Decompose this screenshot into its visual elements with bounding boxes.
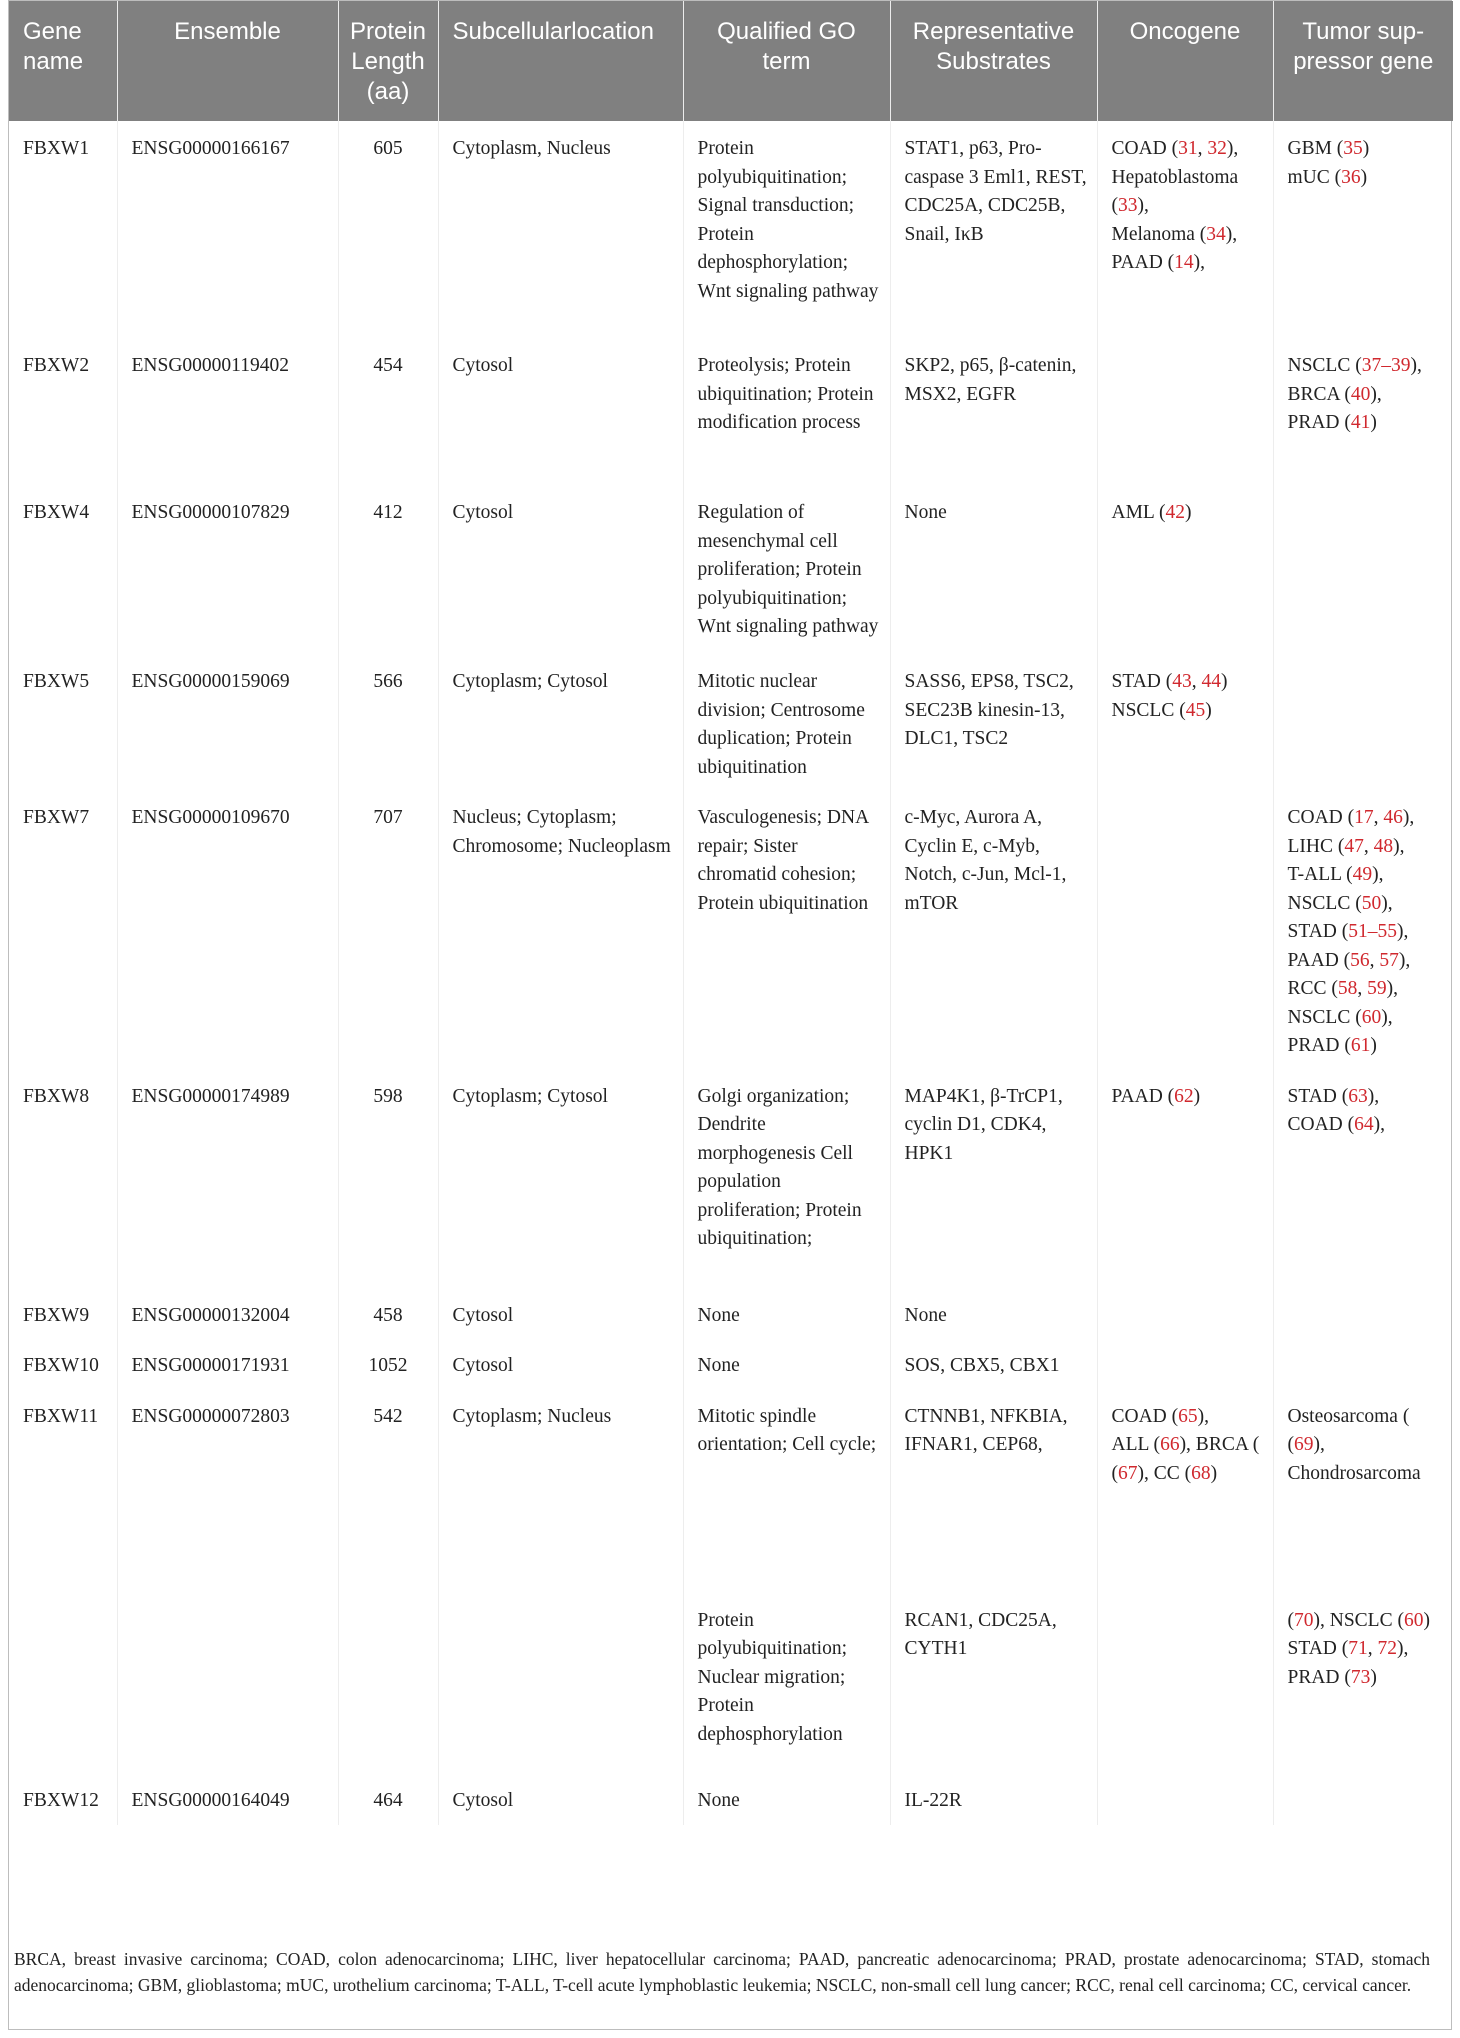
ref-link[interactable]: 17 xyxy=(1354,807,1374,828)
table-row xyxy=(9,1391,1453,1607)
cell-oncogene xyxy=(1097,1775,1273,1826)
cell-ensemble: ENSG00000107829 xyxy=(117,487,338,656)
cell-oncogene xyxy=(1097,1340,1273,1391)
cell-substrates: MAP4K1, β-TrCP1, cyclin D1, CDK4, HPK1 xyxy=(890,1071,1097,1290)
cell-go: Protein polyubiquitination; Signal transduction; Protein dephosphorylation; Wnt signaling pathway xyxy=(683,121,890,340)
ref-link[interactable]: 48 xyxy=(1373,835,1394,857)
cell-location: Cytoplasm; Cytosol xyxy=(438,1071,683,1290)
cell-suppressor xyxy=(1273,487,1453,656)
cell-ensemble: ENSG00000164049 xyxy=(117,1775,338,1826)
cell-location: Cytoplasm; Cytosol xyxy=(438,656,683,792)
cell-suppressor: STAD (63), COAD (64), xyxy=(1287,1085,1385,1135)
cell-length: 412 xyxy=(338,487,438,656)
ref-link[interactable]: 59 xyxy=(1367,978,1387,999)
cell-gene: FBXW11 xyxy=(9,1391,117,1607)
header-gene-name: Gene name xyxy=(9,1,117,121)
ref-link[interactable]: 60 xyxy=(1403,1609,1424,1631)
cell-go: None xyxy=(683,1290,890,1341)
ref-link[interactable]: 43 xyxy=(1172,671,1192,692)
cell-length: 1052 xyxy=(338,1340,438,1391)
ref-link[interactable]: 72 xyxy=(1377,1638,1397,1659)
table-row xyxy=(9,487,1453,656)
cell-gene: FBXW10 xyxy=(9,1340,117,1391)
cell-substrates: c-Myc, Aurora A, Cyclin E, c-Myb, Notch, c-Jun, Mcl-1, mTOR xyxy=(890,792,1097,1071)
cell-substrates: RCAN1, CDC25A, CYTH1 xyxy=(890,1607,1097,1775)
table-row xyxy=(9,1775,1453,1826)
ref-link[interactable]: 67 xyxy=(1118,1462,1138,1484)
cell-oncogene: COAD (65), ALL (66), BRCA ( (67), CC (68) xyxy=(1097,1391,1273,1607)
cell-oncogene: AML (42) xyxy=(1097,487,1273,656)
header-tumor-suppressor: Tumor sup- pressor gene xyxy=(1273,1,1453,121)
cell-go: Mitotic nuclear division; Centrosome duplication; Protein ubiquitination xyxy=(683,656,890,792)
cell-gene: FBXW8 xyxy=(9,1071,117,1290)
table-row xyxy=(9,792,1453,1071)
ref-link[interactable]: 60 xyxy=(1361,1006,1382,1028)
ref-link[interactable]: 35 xyxy=(1343,138,1363,159)
ref-link[interactable]: 33 xyxy=(1118,195,1138,216)
cell-location: Cytoplasm, Nucleus xyxy=(438,121,683,340)
cell-gene: FBXW9 xyxy=(9,1290,117,1341)
table-row xyxy=(9,1607,1453,1775)
cell-length: 598 xyxy=(338,1071,438,1290)
ref-link[interactable]: 37–39 xyxy=(1361,355,1411,376)
cell-length: 566 xyxy=(338,656,438,792)
cell-substrates: SASS6, EPS8, TSC2, SEC23B kinesin-13, DLC1, TSC2 xyxy=(890,656,1097,792)
header-subcellular-location: Subcellularlocation xyxy=(438,1,683,121)
cell-go: Vasculogenesis; DNA repair; Sister chromatid cohesion; Protein ubiquitination xyxy=(683,792,890,1071)
cell-location: Cytosol xyxy=(438,340,683,487)
ref-link[interactable]: 70 xyxy=(1294,1609,1314,1631)
ref-link[interactable]: 45 xyxy=(1185,699,1206,721)
cell-oncogene: STAD (43, 44) NSCLC (45) xyxy=(1097,656,1273,792)
table-footnote: BRCA, breast invasive carcinoma; COAD, colon adenocarcinoma; LIHC, liver hepatocellular carcinoma; PAAD, pancreatic adenocarcinoma; PRAD, prostate adenocarcinoma; STAD, stomach adenocarcinoma; GBM, glioblastoma; mUC, urothelium carcinoma; T-ALL, T-cell acute lymphoblastic leukemia; NSCLC, non-small cell lung cancer; RCC, renal cell carcinoma; CC, cervical cancer. xyxy=(14,1949,1430,1995)
cell-gene: FBXW5 xyxy=(9,656,117,792)
fbxw-table xyxy=(9,1,1453,1825)
ref-link[interactable]: 57 xyxy=(1379,949,1399,971)
cell-ensemble: ENSG00000174989 xyxy=(117,1071,338,1290)
ref-link[interactable]: 44 xyxy=(1201,671,1221,692)
cell-go: Golgi organization; Dendrite morphogenesis Cell population proliferation; Protein ubiquitination; xyxy=(683,1071,890,1290)
ref-link[interactable]: 34 xyxy=(1206,223,1226,245)
ref-link[interactable]: 42 xyxy=(1165,502,1185,523)
cell-go: Proteolysis; Protein ubiquitination; Protein modification process xyxy=(683,340,890,487)
cell-length: 454 xyxy=(338,340,438,487)
table-row xyxy=(9,340,1453,487)
cell-suppressor: COAD (17, 46), LIHC (47, 48), T-ALL (49), NSCLC (50), STAD (51–55), PAAD (56, 57), RCC (58, 59), NSCLC (60), PRAD (61) xyxy=(1287,807,1415,1056)
cell-ensemble: ENSG00000171931 xyxy=(117,1340,338,1391)
ref-link[interactable]: 40 xyxy=(1350,383,1371,405)
table-row xyxy=(9,1340,1453,1391)
cell-go: None xyxy=(683,1775,890,1826)
cell-oncogene: COAD (31, 32), Hepatoblastoma (33), Melanoma (34), PAAD (14), xyxy=(1097,121,1273,340)
ref-link[interactable]: 50 xyxy=(1361,892,1382,914)
cell-length: 458 xyxy=(338,1290,438,1341)
cell-substrates: SKP2, p65, β-catenin, MSX2, EGFR xyxy=(890,340,1097,487)
cell-gene: FBXW1 xyxy=(9,121,117,340)
cell-location: Cytosol xyxy=(438,1290,683,1341)
cell-length: 707 xyxy=(338,792,438,1071)
ref-link[interactable]: 73 xyxy=(1350,1666,1371,1688)
cell-substrates: None xyxy=(890,1290,1097,1341)
cell-go: Regulation of mesenchymal cell proliferation; Protein polyubiquitination; Wnt signaling pathway xyxy=(683,487,890,656)
table-row xyxy=(9,1290,1453,1341)
cell-oncogene: PAAD (62) xyxy=(1097,1071,1273,1290)
cell-location: Cytosol xyxy=(438,1340,683,1391)
cell-go: Mitotic spindle orientation; Cell cycle; xyxy=(683,1391,890,1607)
table-row xyxy=(9,656,1453,792)
cell-oncogene xyxy=(1097,340,1273,487)
header-ensemble: Ensemble xyxy=(117,1,338,121)
header-oncogene: Oncogene xyxy=(1097,1,1273,121)
cell-suppressor xyxy=(1273,1340,1453,1391)
table-header xyxy=(9,1,1453,121)
ref-link[interactable]: 58 xyxy=(1337,978,1358,999)
cell-substrates: None xyxy=(890,487,1097,656)
ref-link[interactable]: 66 xyxy=(1160,1434,1180,1455)
ref-link[interactable]: 56 xyxy=(1350,949,1370,971)
cell-suppressor xyxy=(1273,1290,1453,1341)
ref-link[interactable]: 49 xyxy=(1352,864,1373,885)
cell-gene: FBXW12 xyxy=(9,1775,117,1826)
ref-link[interactable]: 32 xyxy=(1207,138,1227,159)
ref-link[interactable]: 51–55 xyxy=(1348,921,1397,942)
cell-suppressor: (70), NSCLC (60) STAD (71, 72), PRAD (73) xyxy=(1287,1609,1430,1688)
cell-gene: FBXW2 xyxy=(9,340,117,487)
cell-go: Protein polyubiquitination; Nuclear migration; Protein dephosphorylation xyxy=(683,1607,890,1775)
ref-link[interactable]: 62 xyxy=(1174,1085,1194,1107)
cell-location: Cytosol xyxy=(438,487,683,656)
cell-ensemble: ENSG00000159069 xyxy=(117,656,338,792)
cell-substrates: CTNNB1, NFKBIA, IFNAR1, CEP68, xyxy=(890,1391,1097,1607)
ref-link[interactable]: 46 xyxy=(1383,807,1403,828)
table-row xyxy=(9,1071,1453,1290)
table-container xyxy=(8,0,1452,2030)
ref-link[interactable]: 47 xyxy=(1344,835,1364,857)
cell-ensemble: ENSG00000119402 xyxy=(117,340,338,487)
cell-location: Cytosol xyxy=(438,1775,683,1826)
cell-ensemble: ENSG00000109670 xyxy=(117,792,338,1071)
cell-suppressor xyxy=(1273,656,1453,792)
cell-oncogene xyxy=(1097,1607,1273,1775)
ref-link[interactable]: 65 xyxy=(1178,1405,1198,1427)
cell-length: 464 xyxy=(338,1775,438,1826)
ref-link[interactable]: 31 xyxy=(1178,138,1198,159)
cell-length: 542 xyxy=(338,1391,438,1607)
ref-link[interactable]: 41 xyxy=(1350,412,1371,433)
ref-link[interactable]: 63 xyxy=(1348,1085,1368,1107)
cell-ensemble: ENSG00000132004 xyxy=(117,1290,338,1341)
header-protein-length: Protein Length (aa) xyxy=(338,1,438,121)
cell-location: Cytoplasm; Nucleus xyxy=(438,1391,683,1607)
header-go-term: Qualified GO term xyxy=(683,1,890,121)
cell-oncogene xyxy=(1097,1290,1273,1341)
cell-suppressor: NSCLC (37–39), BRCA (40), PRAD (41) xyxy=(1287,355,1422,433)
cell-go: None xyxy=(683,1340,890,1391)
cell-ensemble: ENSG00000072803 xyxy=(117,1391,338,1607)
ref-link[interactable]: 36 xyxy=(1341,166,1361,188)
cell-gene: FBXW4 xyxy=(9,487,117,656)
header-substrates: Representative Substrates xyxy=(890,1,1097,121)
ref-link[interactable]: 64 xyxy=(1354,1114,1374,1135)
cell-suppressor xyxy=(1273,1775,1453,1826)
ref-link[interactable]: 69 xyxy=(1294,1434,1314,1455)
ref-link[interactable]: 61 xyxy=(1350,1035,1371,1056)
cell-gene: FBXW7 xyxy=(9,792,117,1071)
cell-substrates: IL-22R xyxy=(890,1775,1097,1826)
ref-link[interactable]: 68 xyxy=(1191,1462,1211,1484)
cell-oncogene xyxy=(1097,792,1273,1071)
table-row xyxy=(9,121,1453,340)
cell-substrates: STAT1, p63, Pro-caspase 3 Eml1, REST, CDC25A, CDC25B, Snail, IκB xyxy=(890,121,1097,340)
ref-link[interactable]: 14 xyxy=(1174,252,1194,273)
cell-suppressor: Osteosarcoma ( (69), Chondrosarcoma xyxy=(1287,1405,1421,1484)
cell-ensemble: ENSG00000166167 xyxy=(117,121,338,340)
cell-suppressor: GBM (35) mUC (36) xyxy=(1287,138,1370,188)
cell-location: Nucleus; Cytoplasm; Chromosome; Nucleoplasm xyxy=(438,792,683,1071)
ref-link[interactable]: 71 xyxy=(1348,1638,1368,1659)
cell-length: 605 xyxy=(338,121,438,340)
cell-substrates: SOS, CBX5, CBX1 xyxy=(890,1340,1097,1391)
